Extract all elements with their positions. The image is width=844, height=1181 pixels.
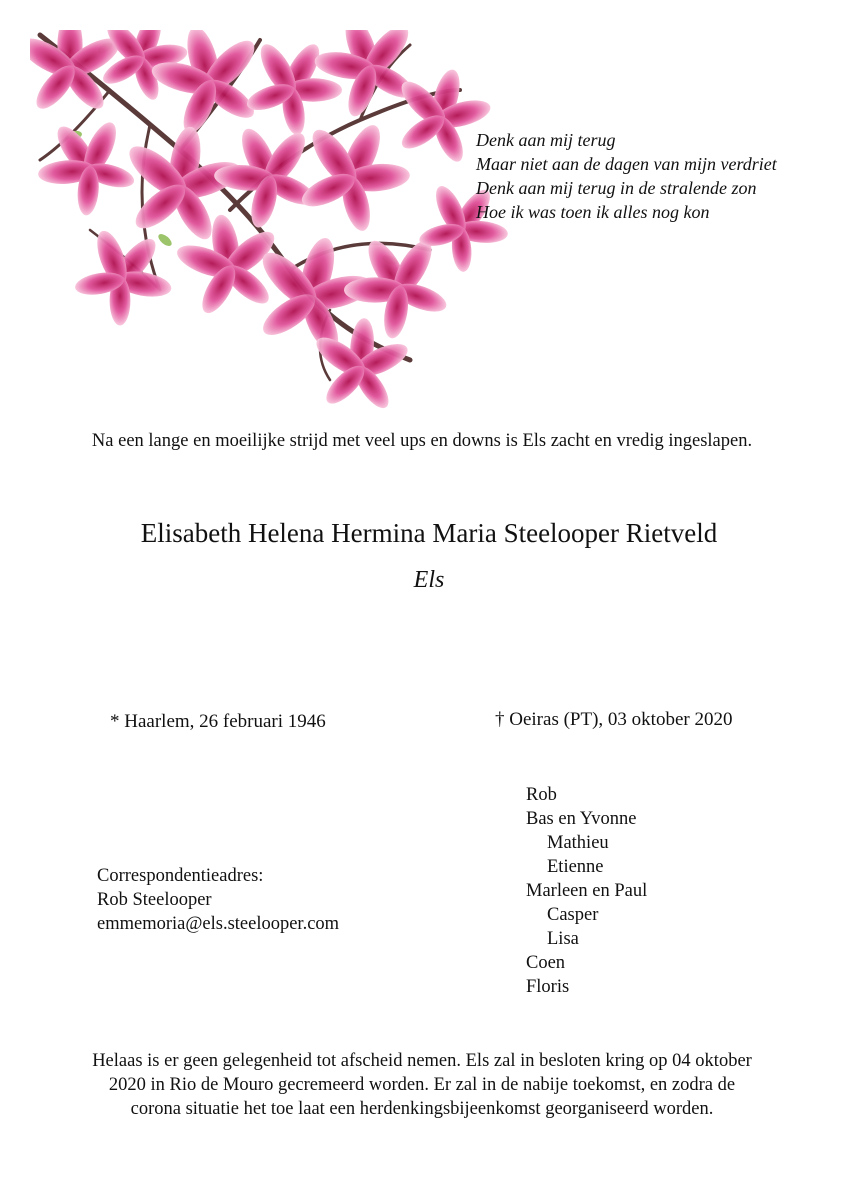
intro-text: Na een lange en moeilijke strijd met veel ups en downs is Els zacht en vredig ingeslapen.: [91, 431, 753, 451]
nickname: Els: [413, 567, 445, 593]
closing-line: 2020 in Rio de Mouro gecremeerd worden. Er zal in de nabije toekomst, en zodra de: [108, 1075, 736, 1095]
closing-line: corona situatie het toe laat een herdenkingsbijeenkomst georganiseerd worden.: [130, 1099, 714, 1119]
closing-line: Helaas is er geen gelegenheid tot afscheid nemen. Els zal in besloten kring op 04 oktober: [92, 1051, 752, 1071]
correspondence-email: emmemoria@els.steelooper.com: [97, 914, 340, 934]
poem-line: Hoe ik was toen ik alles nog kon: [476, 202, 710, 222]
poem-line: Denk aan mij terug in de stralende zon: [476, 178, 757, 198]
family-member-child: Mathieu: [547, 833, 609, 853]
family-member-child: Etienne: [547, 857, 604, 877]
poem-line: Maar niet aan de dagen van mijn verdriet: [476, 154, 777, 174]
full-name: Elisabeth Helena Hermina Maria Steelooper Rietveld: [140, 518, 718, 548]
birth-info: * Haarlem, 26 februari 1946: [110, 711, 326, 732]
correspondence-label: Correspondentieadres:: [97, 866, 264, 886]
poem-line: Denk aan mij terug: [476, 130, 616, 150]
family-member: Floris: [526, 977, 570, 997]
family-member-child: Lisa: [547, 929, 579, 949]
poem: [476, 128, 777, 224]
family-member: Marleen en Paul: [526, 881, 648, 901]
family-list: [526, 783, 647, 999]
death-info: † Oeiras (PT), 03 oktober 2020: [495, 709, 733, 730]
correspondence-name: Rob Steelooper: [97, 890, 212, 910]
family-member: Coen: [526, 953, 566, 973]
closing-text: [30, 1049, 814, 1121]
magnolia-branch-image: [30, 30, 510, 410]
family-member: Bas en Yvonne: [526, 809, 637, 829]
family-member: Rob: [526, 785, 557, 805]
correspondence-address: [97, 864, 339, 936]
family-member-child: Casper: [547, 905, 599, 925]
